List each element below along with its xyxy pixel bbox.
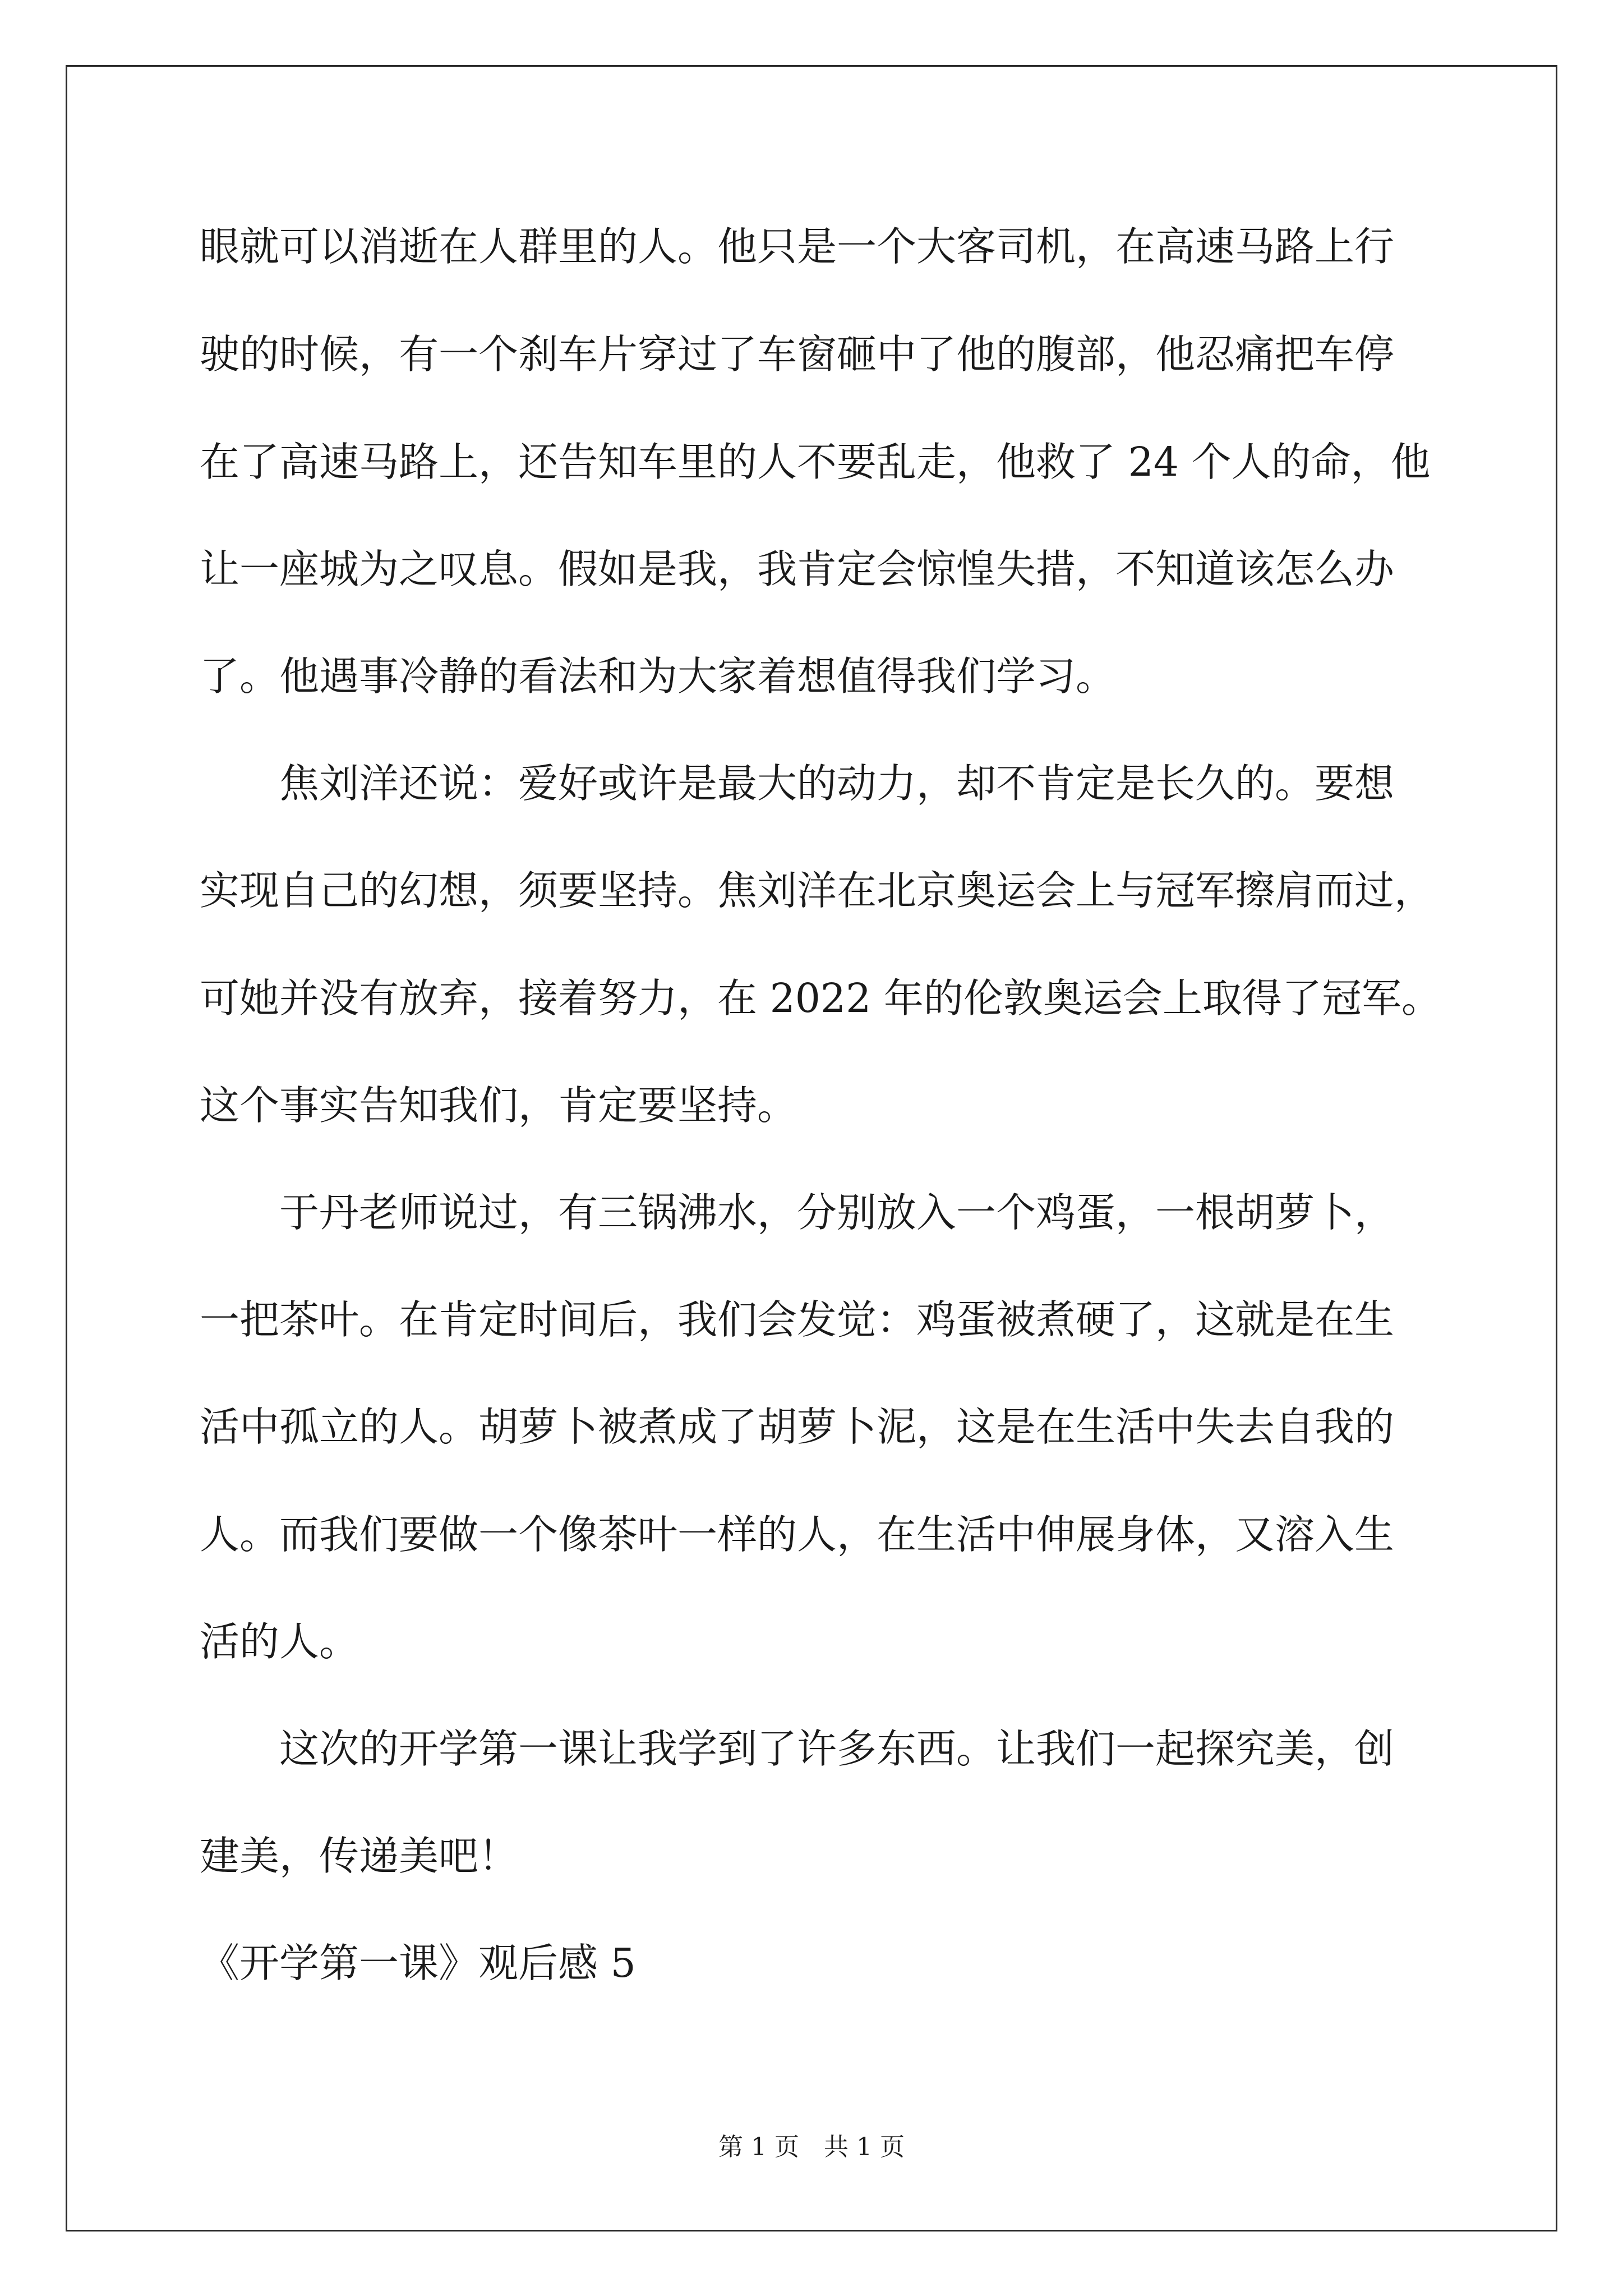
text-line: 建美，传递美吧！ xyxy=(200,1833,519,1879)
text-line: 这个事实告知我们，肯定要坚持。 xyxy=(200,1082,797,1129)
text-line: 眼就可以消逝在人群里的人。他只是一个大客司机，在高速马路上行 xyxy=(200,223,1395,270)
text-line: 这次的开学第一课让我学到了许多东西。让我们一起探究美，创 xyxy=(200,1726,1395,1772)
text-line: 活中孤立的人。胡萝卜被煮成了胡萝卜泥，这是在生活中失去自我的 xyxy=(200,1404,1395,1450)
text-line: 可她并没有放弃，接着努力，在 2022 年的伦敦奥运会上取得了冠军。 xyxy=(200,975,1441,1022)
page-border xyxy=(66,65,1557,2231)
text-line: 在了高速马路上，还告知车里的人不要乱走，他救了 24 个人的命，他 xyxy=(200,439,1431,485)
page-footer: 第 1 页 共 1 页 xyxy=(718,2133,905,2161)
text-line: 了。他遇事冷静的看法和为大家着想值得我们学习。 xyxy=(200,653,1116,700)
text-line: 一把茶叶。在肯定时间后，我们会发觉：鸡蛋被煮硬了，这就是在生 xyxy=(200,1296,1395,1343)
section-heading: 《开学第一课》观后感 5 xyxy=(200,1940,636,1986)
text-line: 活的人。 xyxy=(200,1618,359,1665)
text-line: 让一座城为之叹息。假如是我，我肯定会惊惶失措，不知道该怎么办 xyxy=(200,546,1395,592)
text-line: 驶的时候，有一个刹车片穿过了车窗砸中了他的腹部，他忍痛把车停 xyxy=(200,331,1395,378)
text-line: 焦刘洋还说：爱好或许是最大的动力，却不肯定是长久的。要想 xyxy=(200,760,1395,807)
text-line: 人。而我们要做一个像茶叶一样的人，在生活中伸展身体，又溶入生 xyxy=(200,1511,1395,1558)
text-line: 于丹老师说过，有三锅沸水，分别放入一个鸡蛋，一根胡萝卜， xyxy=(200,1189,1395,1236)
text-line: 实现自己的幻想，须要坚持。焦刘洋在北京奥运会上与冠军擦肩而过， xyxy=(200,867,1435,914)
